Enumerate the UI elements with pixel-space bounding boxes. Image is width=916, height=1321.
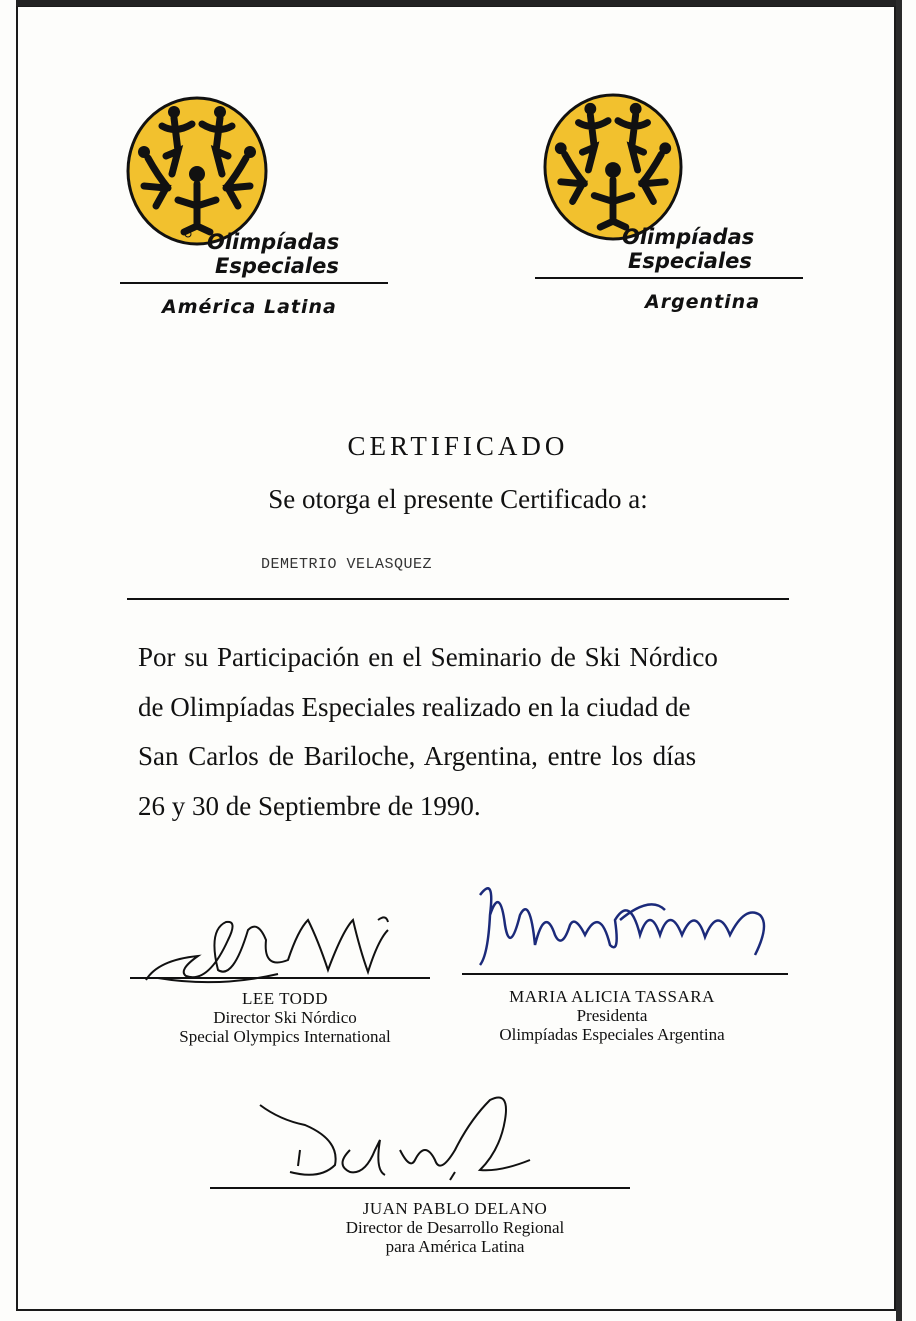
signatory-maria-alicia-tassara — [462, 987, 762, 1044]
signatory-title: Presidenta — [576, 1006, 648, 1025]
signature-lee-todd — [138, 900, 418, 995]
special-olympics-emblem-icon — [543, 92, 683, 242]
signature-maria-alicia-tassara — [450, 865, 790, 985]
signature-line — [130, 977, 430, 979]
signature-line — [462, 973, 788, 975]
body-line: Por su Participación en el Seminario de Ski Nórdico — [138, 642, 718, 672]
certificate-title: CERTIFICADO — [347, 431, 569, 461]
signatory-organization: Olimpíadas Especiales Argentina — [499, 1025, 725, 1044]
logo-argentina — [543, 92, 683, 242]
certificate-body — [138, 633, 798, 831]
logo-america-latina — [126, 96, 268, 246]
logo-brand-line1: Olimpíadas — [207, 230, 340, 254]
page-edge-right — [896, 0, 902, 1321]
signature-line — [210, 1187, 630, 1189]
signatory-title: Director de Desarrollo Regional — [345, 1218, 565, 1237]
page-edge-top — [16, 0, 896, 6]
logo-rule — [535, 277, 803, 279]
signatory-name: LEE TODD — [241, 989, 328, 1008]
logo-brand-line1: Olimpíadas — [622, 225, 755, 249]
logo-region-label: América Latina — [162, 296, 337, 318]
signatory-organization: para América Latina — [385, 1237, 525, 1256]
signatory-name: JUAN PABLO DELANO — [362, 1199, 548, 1218]
signatory-lee-todd — [130, 989, 440, 1046]
logo-rule — [120, 282, 388, 284]
signatory-name: MARIA ALICIA TASSARA — [509, 987, 715, 1006]
logo-brand-line2: Especiales — [628, 249, 752, 273]
signatory-title: Director Ski Nórdico — [213, 1008, 357, 1027]
body-line: 26 y 30 de Septiembre de 1990. — [138, 790, 481, 821]
signatory-juan-pablo-delano — [300, 1199, 610, 1256]
body-line: San Carlos de Bariloche, Argentina, entre los días — [138, 741, 697, 771]
recipient-name: DEMETRIO VELASQUEZ — [261, 556, 433, 573]
logo-brand-line2: Especiales — [215, 254, 339, 278]
signature-juan-pablo-delano — [200, 1080, 540, 1190]
signatory-organization: Special Olympics International — [179, 1027, 391, 1046]
recipient-underline — [127, 598, 789, 600]
special-olympics-emblem-icon — [126, 96, 268, 246]
body-line: de Olimpíadas Especiales realizado en la ciudad de — [138, 691, 691, 722]
grant-text: Se otorga el presente Certificado a: — [268, 484, 648, 514]
logo-region-label: Argentina — [645, 291, 761, 313]
